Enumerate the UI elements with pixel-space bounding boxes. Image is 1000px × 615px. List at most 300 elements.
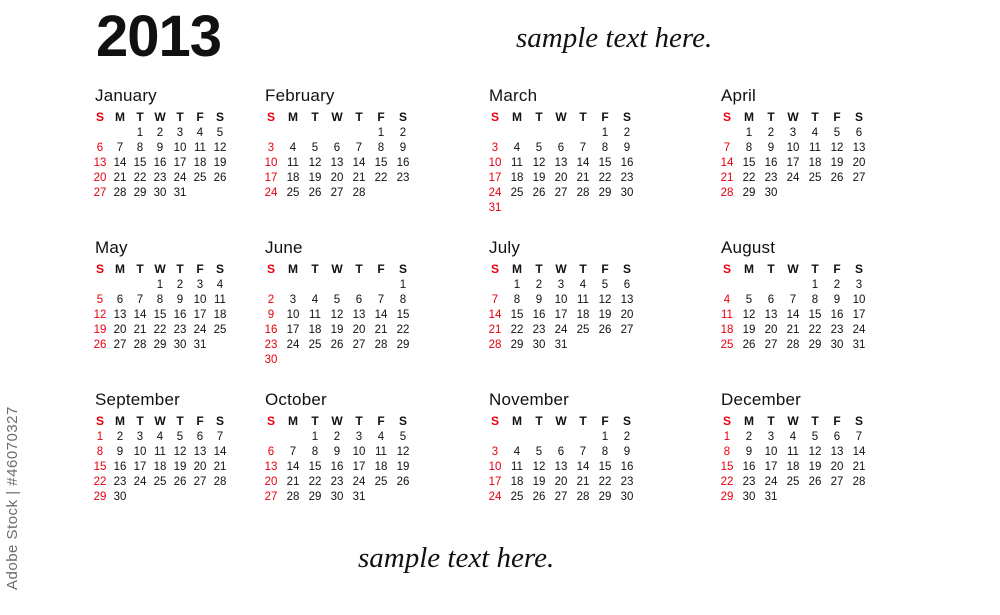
day-cell[interactable]: 5 — [311, 141, 319, 154]
day-cell[interactable]: 23 — [620, 475, 634, 488]
day-cell[interactable]: 16 — [830, 308, 844, 321]
day-cell[interactable]: 5 — [333, 293, 341, 306]
day-cell[interactable]: 6 — [355, 293, 363, 306]
day-cell[interactable]: 9 — [535, 293, 543, 306]
day-cell[interactable]: 13 — [830, 445, 844, 458]
day-cell[interactable]: 26 — [808, 475, 822, 488]
day-cell[interactable]: 3 — [491, 445, 499, 458]
day-cell[interactable]: 16 — [742, 460, 756, 473]
day-cell[interactable]: 1 — [723, 430, 731, 443]
day-cell[interactable]: 17 — [764, 460, 778, 473]
day-cell[interactable]: 18 — [510, 171, 524, 184]
day-cell[interactable]: 3 — [289, 293, 297, 306]
day-cell[interactable]: 17 — [554, 308, 568, 321]
day-cell[interactable]: 29 — [510, 338, 524, 351]
day-cell[interactable]: 17 — [173, 156, 187, 169]
day-cell[interactable]: 2 — [333, 430, 341, 443]
day-cell[interactable]: 13 — [93, 156, 107, 169]
day-cell[interactable]: 13 — [193, 445, 207, 458]
day-cell[interactable]: 30 — [330, 490, 344, 503]
day-cell[interactable]: 29 — [308, 490, 322, 503]
day-cell[interactable]: 19 — [396, 460, 410, 473]
day-cell[interactable]: 19 — [213, 156, 227, 169]
day-cell[interactable]: 17 — [133, 460, 147, 473]
day-cell[interactable]: 13 — [852, 141, 866, 154]
day-cell[interactable]: 12 — [213, 141, 227, 154]
day-cell[interactable]: 21 — [113, 171, 127, 184]
day-cell[interactable]: 7 — [491, 293, 499, 306]
day-cell[interactable]: 8 — [399, 293, 407, 306]
day-cell[interactable]: 27 — [830, 475, 844, 488]
day-cell[interactable]: 23 — [396, 171, 410, 184]
day-cell[interactable]: 20 — [330, 171, 344, 184]
day-cell[interactable]: 30 — [153, 186, 167, 199]
day-cell[interactable]: 4 — [789, 430, 797, 443]
day-cell[interactable]: 29 — [720, 490, 734, 503]
day-cell[interactable]: 2 — [767, 126, 775, 139]
day-cell[interactable]: 24 — [133, 475, 147, 488]
day-cell[interactable]: 23 — [532, 323, 546, 336]
day-cell[interactable]: 1 — [377, 126, 385, 139]
day-cell[interactable]: 29 — [133, 186, 147, 199]
day-cell[interactable]: 24 — [764, 475, 778, 488]
day-cell[interactable]: 31 — [554, 338, 568, 351]
day-cell[interactable]: 16 — [620, 156, 634, 169]
day-cell[interactable]: 12 — [598, 293, 612, 306]
day-cell[interactable]: 9 — [267, 308, 275, 321]
day-cell[interactable]: 11 — [375, 445, 387, 458]
day-cell[interactable]: 10 — [852, 293, 866, 306]
day-cell[interactable]: 27 — [620, 323, 634, 336]
day-cell[interactable]: 25 — [308, 338, 322, 351]
day-cell[interactable]: 14 — [352, 156, 366, 169]
day-cell[interactable]: 4 — [289, 141, 297, 154]
day-cell[interactable]: 4 — [196, 126, 204, 139]
day-cell[interactable]: 2 — [399, 126, 407, 139]
day-cell[interactable]: 9 — [399, 141, 407, 154]
day-cell[interactable]: 28 — [852, 475, 866, 488]
day-cell[interactable]: 5 — [176, 430, 184, 443]
day-cell[interactable]: 18 — [808, 156, 822, 169]
day-cell[interactable]: 14 — [576, 460, 590, 473]
day-cell[interactable]: 9 — [745, 445, 753, 458]
day-cell[interactable]: 5 — [399, 430, 407, 443]
day-cell[interactable]: 8 — [601, 141, 609, 154]
day-cell[interactable]: 10 — [764, 445, 778, 458]
day-cell[interactable]: 1 — [399, 278, 407, 291]
day-cell[interactable]: 25 — [193, 171, 207, 184]
day-cell[interactable]: 23 — [764, 171, 778, 184]
day-cell[interactable]: 17 — [488, 475, 502, 488]
day-cell[interactable]: 14 — [720, 156, 734, 169]
day-cell[interactable]: 7 — [789, 293, 797, 306]
day-cell[interactable]: 7 — [579, 445, 587, 458]
day-cell[interactable]: 24 — [352, 475, 366, 488]
day-cell[interactable]: 12 — [808, 445, 822, 458]
day-cell[interactable]: 26 — [532, 186, 546, 199]
day-cell[interactable]: 18 — [374, 460, 388, 473]
day-cell[interactable]: 28 — [113, 186, 127, 199]
day-cell[interactable]: 10 — [264, 156, 278, 169]
day-cell[interactable]: 3 — [491, 141, 499, 154]
day-cell[interactable]: 4 — [216, 278, 224, 291]
day-cell[interactable]: 14 — [133, 308, 147, 321]
day-cell[interactable]: 12 — [308, 156, 322, 169]
day-cell[interactable]: 23 — [830, 323, 844, 336]
day-cell[interactable]: 22 — [808, 323, 822, 336]
day-cell[interactable]: 19 — [93, 323, 107, 336]
day-cell[interactable]: 6 — [96, 141, 104, 154]
day-cell[interactable]: 1 — [136, 126, 144, 139]
day-cell[interactable]: 22 — [308, 475, 322, 488]
day-cell[interactable]: 18 — [720, 323, 734, 336]
day-cell[interactable]: 22 — [396, 323, 410, 336]
day-cell[interactable]: 26 — [330, 338, 344, 351]
day-cell[interactable]: 1 — [811, 278, 819, 291]
day-cell[interactable]: 15 — [374, 156, 388, 169]
day-cell[interactable]: 19 — [742, 323, 756, 336]
day-cell[interactable]: 6 — [116, 293, 124, 306]
day-cell[interactable]: 31 — [852, 338, 866, 351]
day-cell[interactable]: 18 — [193, 156, 207, 169]
day-cell[interactable]: 22 — [374, 171, 388, 184]
day-cell[interactable]: 25 — [286, 186, 300, 199]
day-cell[interactable]: 3 — [557, 278, 565, 291]
day-cell[interactable]: 25 — [808, 171, 822, 184]
day-cell[interactable]: 7 — [136, 293, 144, 306]
day-cell[interactable]: 18 — [286, 171, 300, 184]
day-cell[interactable]: 24 — [193, 323, 207, 336]
day-cell[interactable]: 11 — [194, 141, 206, 154]
day-cell[interactable]: 6 — [855, 126, 863, 139]
day-cell[interactable]: 13 — [554, 156, 568, 169]
day-cell[interactable]: 1 — [601, 430, 609, 443]
day-cell[interactable]: 7 — [289, 445, 297, 458]
day-cell[interactable]: 23 — [173, 323, 187, 336]
day-cell[interactable]: 30 — [173, 338, 187, 351]
day-cell[interactable]: 10 — [286, 308, 300, 321]
day-cell[interactable]: 8 — [311, 445, 319, 458]
day-cell[interactable]: 3 — [267, 141, 275, 154]
day-cell[interactable]: 24 — [488, 490, 502, 503]
day-cell[interactable]: 19 — [532, 475, 546, 488]
day-cell[interactable]: 5 — [535, 445, 543, 458]
day-cell[interactable]: 18 — [153, 460, 167, 473]
day-cell[interactable]: 5 — [96, 293, 104, 306]
day-cell[interactable]: 15 — [720, 460, 734, 473]
day-cell[interactable]: 11 — [809, 141, 821, 154]
day-cell[interactable]: 28 — [374, 338, 388, 351]
day-cell[interactable]: 4 — [513, 445, 521, 458]
day-cell[interactable]: 5 — [216, 126, 224, 139]
day-cell[interactable]: 11 — [787, 445, 799, 458]
day-cell[interactable]: 5 — [833, 126, 841, 139]
day-cell[interactable]: 21 — [133, 323, 147, 336]
day-cell[interactable]: 6 — [557, 445, 565, 458]
day-cell[interactable]: 2 — [833, 278, 841, 291]
day-cell[interactable]: 6 — [833, 430, 841, 443]
day-cell[interactable]: 19 — [330, 323, 344, 336]
day-cell[interactable]: 30 — [113, 490, 127, 503]
day-cell[interactable]: 18 — [786, 460, 800, 473]
day-cell[interactable]: 26 — [830, 171, 844, 184]
day-cell[interactable]: 6 — [623, 278, 631, 291]
day-cell[interactable]: 20 — [554, 171, 568, 184]
day-cell[interactable]: 1 — [156, 278, 164, 291]
day-cell[interactable]: 3 — [767, 430, 775, 443]
day-cell[interactable]: 25 — [510, 186, 524, 199]
day-cell[interactable]: 8 — [811, 293, 819, 306]
day-cell[interactable]: 27 — [554, 186, 568, 199]
day-cell[interactable]: 7 — [855, 430, 863, 443]
day-cell[interactable]: 14 — [576, 156, 590, 169]
day-cell[interactable]: 4 — [513, 141, 521, 154]
day-cell[interactable]: 13 — [264, 460, 278, 473]
day-cell[interactable]: 25 — [213, 323, 227, 336]
day-cell[interactable]: 23 — [620, 171, 634, 184]
day-cell[interactable]: 23 — [330, 475, 344, 488]
day-cell[interactable]: 28 — [133, 338, 147, 351]
day-cell[interactable]: 20 — [852, 156, 866, 169]
day-cell[interactable]: 12 — [830, 141, 844, 154]
day-cell[interactable]: 27 — [852, 171, 866, 184]
day-cell[interactable]: 11 — [721, 308, 733, 321]
day-cell[interactable]: 27 — [764, 338, 778, 351]
day-cell[interactable]: 10 — [488, 460, 502, 473]
day-cell[interactable]: 19 — [173, 460, 187, 473]
day-cell[interactable]: 26 — [598, 323, 612, 336]
day-cell[interactable]: 25 — [720, 338, 734, 351]
day-cell[interactable]: 25 — [576, 323, 590, 336]
day-cell[interactable]: 4 — [377, 430, 385, 443]
day-cell[interactable]: 11 — [577, 293, 589, 306]
day-cell[interactable]: 20 — [193, 460, 207, 473]
day-cell[interactable]: 4 — [811, 126, 819, 139]
day-cell[interactable]: 7 — [377, 293, 385, 306]
day-cell[interactable]: 2 — [116, 430, 124, 443]
day-cell[interactable]: 13 — [554, 460, 568, 473]
day-cell[interactable]: 5 — [535, 141, 543, 154]
day-cell[interactable]: 21 — [852, 460, 866, 473]
day-cell[interactable]: 21 — [786, 323, 800, 336]
day-cell[interactable]: 3 — [136, 430, 144, 443]
day-cell[interactable]: 7 — [216, 430, 224, 443]
day-cell[interactable]: 18 — [213, 308, 227, 321]
day-cell[interactable]: 30 — [620, 186, 634, 199]
day-cell[interactable]: 8 — [601, 445, 609, 458]
day-cell[interactable]: 30 — [742, 490, 756, 503]
day-cell[interactable]: 17 — [193, 308, 207, 321]
day-cell[interactable]: 15 — [510, 308, 524, 321]
day-cell[interactable]: 20 — [352, 323, 366, 336]
day-cell[interactable]: 15 — [133, 156, 147, 169]
day-cell[interactable]: 20 — [554, 475, 568, 488]
day-cell[interactable]: 5 — [811, 430, 819, 443]
day-cell[interactable]: 6 — [267, 445, 275, 458]
day-cell[interactable]: 15 — [396, 308, 410, 321]
day-cell[interactable]: 8 — [156, 293, 164, 306]
day-cell[interactable]: 27 — [113, 338, 127, 351]
day-cell[interactable]: 10 — [352, 445, 366, 458]
day-cell[interactable]: 11 — [309, 308, 321, 321]
day-cell[interactable]: 1 — [311, 430, 319, 443]
day-cell[interactable]: 19 — [308, 171, 322, 184]
day-cell[interactable]: 4 — [311, 293, 319, 306]
day-cell[interactable]: 6 — [767, 293, 775, 306]
day-cell[interactable]: 23 — [264, 338, 278, 351]
day-cell[interactable]: 9 — [176, 293, 184, 306]
day-cell[interactable]: 16 — [113, 460, 127, 473]
day-cell[interactable]: 22 — [93, 475, 107, 488]
day-cell[interactable]: 21 — [352, 171, 366, 184]
day-cell[interactable]: 8 — [96, 445, 104, 458]
day-cell[interactable]: 21 — [374, 323, 388, 336]
day-cell[interactable]: 28 — [352, 186, 366, 199]
day-cell[interactable]: 27 — [554, 490, 568, 503]
day-cell[interactable]: 17 — [264, 171, 278, 184]
day-cell[interactable]: 17 — [286, 323, 300, 336]
day-cell[interactable]: 9 — [833, 293, 841, 306]
day-cell[interactable]: 7 — [723, 141, 731, 154]
day-cell[interactable]: 16 — [153, 156, 167, 169]
day-cell[interactable]: 26 — [213, 171, 227, 184]
day-cell[interactable]: 8 — [136, 141, 144, 154]
day-cell[interactable]: 12 — [330, 308, 344, 321]
day-cell[interactable]: 27 — [330, 186, 344, 199]
day-cell[interactable]: 28 — [720, 186, 734, 199]
day-cell[interactable]: 12 — [532, 460, 546, 473]
day-cell[interactable]: 6 — [557, 141, 565, 154]
day-cell[interactable]: 16 — [764, 156, 778, 169]
day-cell[interactable]: 29 — [598, 186, 612, 199]
day-cell[interactable]: 30 — [830, 338, 844, 351]
day-cell[interactable]: 2 — [176, 278, 184, 291]
day-cell[interactable]: 21 — [576, 171, 590, 184]
day-cell[interactable]: 31 — [488, 201, 502, 214]
day-cell[interactable]: 5 — [601, 278, 609, 291]
day-cell[interactable]: 24 — [488, 186, 502, 199]
day-cell[interactable]: 23 — [113, 475, 127, 488]
day-cell[interactable]: 16 — [173, 308, 187, 321]
day-cell[interactable]: 21 — [720, 171, 734, 184]
day-cell[interactable]: 21 — [576, 475, 590, 488]
day-cell[interactable]: 22 — [720, 475, 734, 488]
day-cell[interactable]: 1 — [513, 278, 521, 291]
day-cell[interactable]: 2 — [156, 126, 164, 139]
day-cell[interactable]: 17 — [488, 171, 502, 184]
day-cell[interactable]: 24 — [173, 171, 187, 184]
day-cell[interactable]: 23 — [153, 171, 167, 184]
day-cell[interactable]: 20 — [264, 475, 278, 488]
day-cell[interactable]: 26 — [173, 475, 187, 488]
day-cell[interactable]: 13 — [764, 308, 778, 321]
day-cell[interactable]: 29 — [598, 490, 612, 503]
day-cell[interactable]: 13 — [113, 308, 127, 321]
day-cell[interactable]: 6 — [196, 430, 204, 443]
day-cell[interactable]: 30 — [264, 353, 278, 366]
day-cell[interactable]: 15 — [808, 308, 822, 321]
day-cell[interactable]: 4 — [723, 293, 731, 306]
day-cell[interactable]: 8 — [723, 445, 731, 458]
day-cell[interactable]: 25 — [153, 475, 167, 488]
day-cell[interactable]: 9 — [623, 141, 631, 154]
day-cell[interactable]: 14 — [852, 445, 866, 458]
day-cell[interactable]: 30 — [532, 338, 546, 351]
day-cell[interactable]: 7 — [116, 141, 124, 154]
day-cell[interactable]: 29 — [742, 186, 756, 199]
day-cell[interactable]: 26 — [308, 186, 322, 199]
day-cell[interactable]: 1 — [96, 430, 104, 443]
day-cell[interactable]: 15 — [742, 156, 756, 169]
day-cell[interactable]: 1 — [745, 126, 753, 139]
day-cell[interactable]: 15 — [598, 460, 612, 473]
day-cell[interactable]: 11 — [511, 460, 523, 473]
day-cell[interactable]: 8 — [377, 141, 385, 154]
day-cell[interactable]: 24 — [286, 338, 300, 351]
day-cell[interactable]: 14 — [213, 445, 227, 458]
day-cell[interactable]: 22 — [510, 323, 524, 336]
day-cell[interactable]: 19 — [808, 460, 822, 473]
day-cell[interactable]: 21 — [286, 475, 300, 488]
day-cell[interactable]: 31 — [173, 186, 187, 199]
day-cell[interactable]: 25 — [510, 490, 524, 503]
day-cell[interactable]: 20 — [93, 171, 107, 184]
day-cell[interactable]: 9 — [333, 445, 341, 458]
day-cell[interactable]: 29 — [153, 338, 167, 351]
day-cell[interactable]: 10 — [554, 293, 568, 306]
day-cell[interactable]: 26 — [742, 338, 756, 351]
day-cell[interactable]: 15 — [598, 156, 612, 169]
day-cell[interactable]: 11 — [154, 445, 166, 458]
day-cell[interactable]: 13 — [330, 156, 344, 169]
day-cell[interactable]: 16 — [532, 308, 546, 321]
day-cell[interactable]: 28 — [488, 338, 502, 351]
day-cell[interactable]: 14 — [286, 460, 300, 473]
day-cell[interactable]: 2 — [267, 293, 275, 306]
day-cell[interactable]: 22 — [133, 171, 147, 184]
day-cell[interactable]: 28 — [786, 338, 800, 351]
day-cell[interactable]: 9 — [116, 445, 124, 458]
day-cell[interactable]: 12 — [93, 308, 107, 321]
day-cell[interactable]: 18 — [576, 308, 590, 321]
day-cell[interactable]: 12 — [173, 445, 187, 458]
day-cell[interactable]: 10 — [193, 293, 207, 306]
day-cell[interactable]: 16 — [396, 156, 410, 169]
day-cell[interactable]: 21 — [213, 460, 227, 473]
day-cell[interactable]: 19 — [830, 156, 844, 169]
day-cell[interactable]: 9 — [156, 141, 164, 154]
day-cell[interactable]: 19 — [598, 308, 612, 321]
day-cell[interactable]: 24 — [852, 323, 866, 336]
day-cell[interactable]: 3 — [176, 126, 184, 139]
day-cell[interactable]: 31 — [193, 338, 207, 351]
day-cell[interactable]: 5 — [745, 293, 753, 306]
day-cell[interactable]: 26 — [396, 475, 410, 488]
day-cell[interactable]: 24 — [554, 323, 568, 336]
day-cell[interactable]: 24 — [264, 186, 278, 199]
day-cell[interactable]: 20 — [620, 308, 634, 321]
day-cell[interactable]: 7 — [579, 141, 587, 154]
day-cell[interactable]: 3 — [789, 126, 797, 139]
day-cell[interactable]: 31 — [764, 490, 778, 503]
day-cell[interactable]: 12 — [532, 156, 546, 169]
day-cell[interactable]: 29 — [808, 338, 822, 351]
day-cell[interactable]: 28 — [286, 490, 300, 503]
day-cell[interactable]: 9 — [623, 445, 631, 458]
day-cell[interactable]: 4 — [579, 278, 587, 291]
day-cell[interactable]: 14 — [374, 308, 388, 321]
day-cell[interactable]: 28 — [576, 490, 590, 503]
